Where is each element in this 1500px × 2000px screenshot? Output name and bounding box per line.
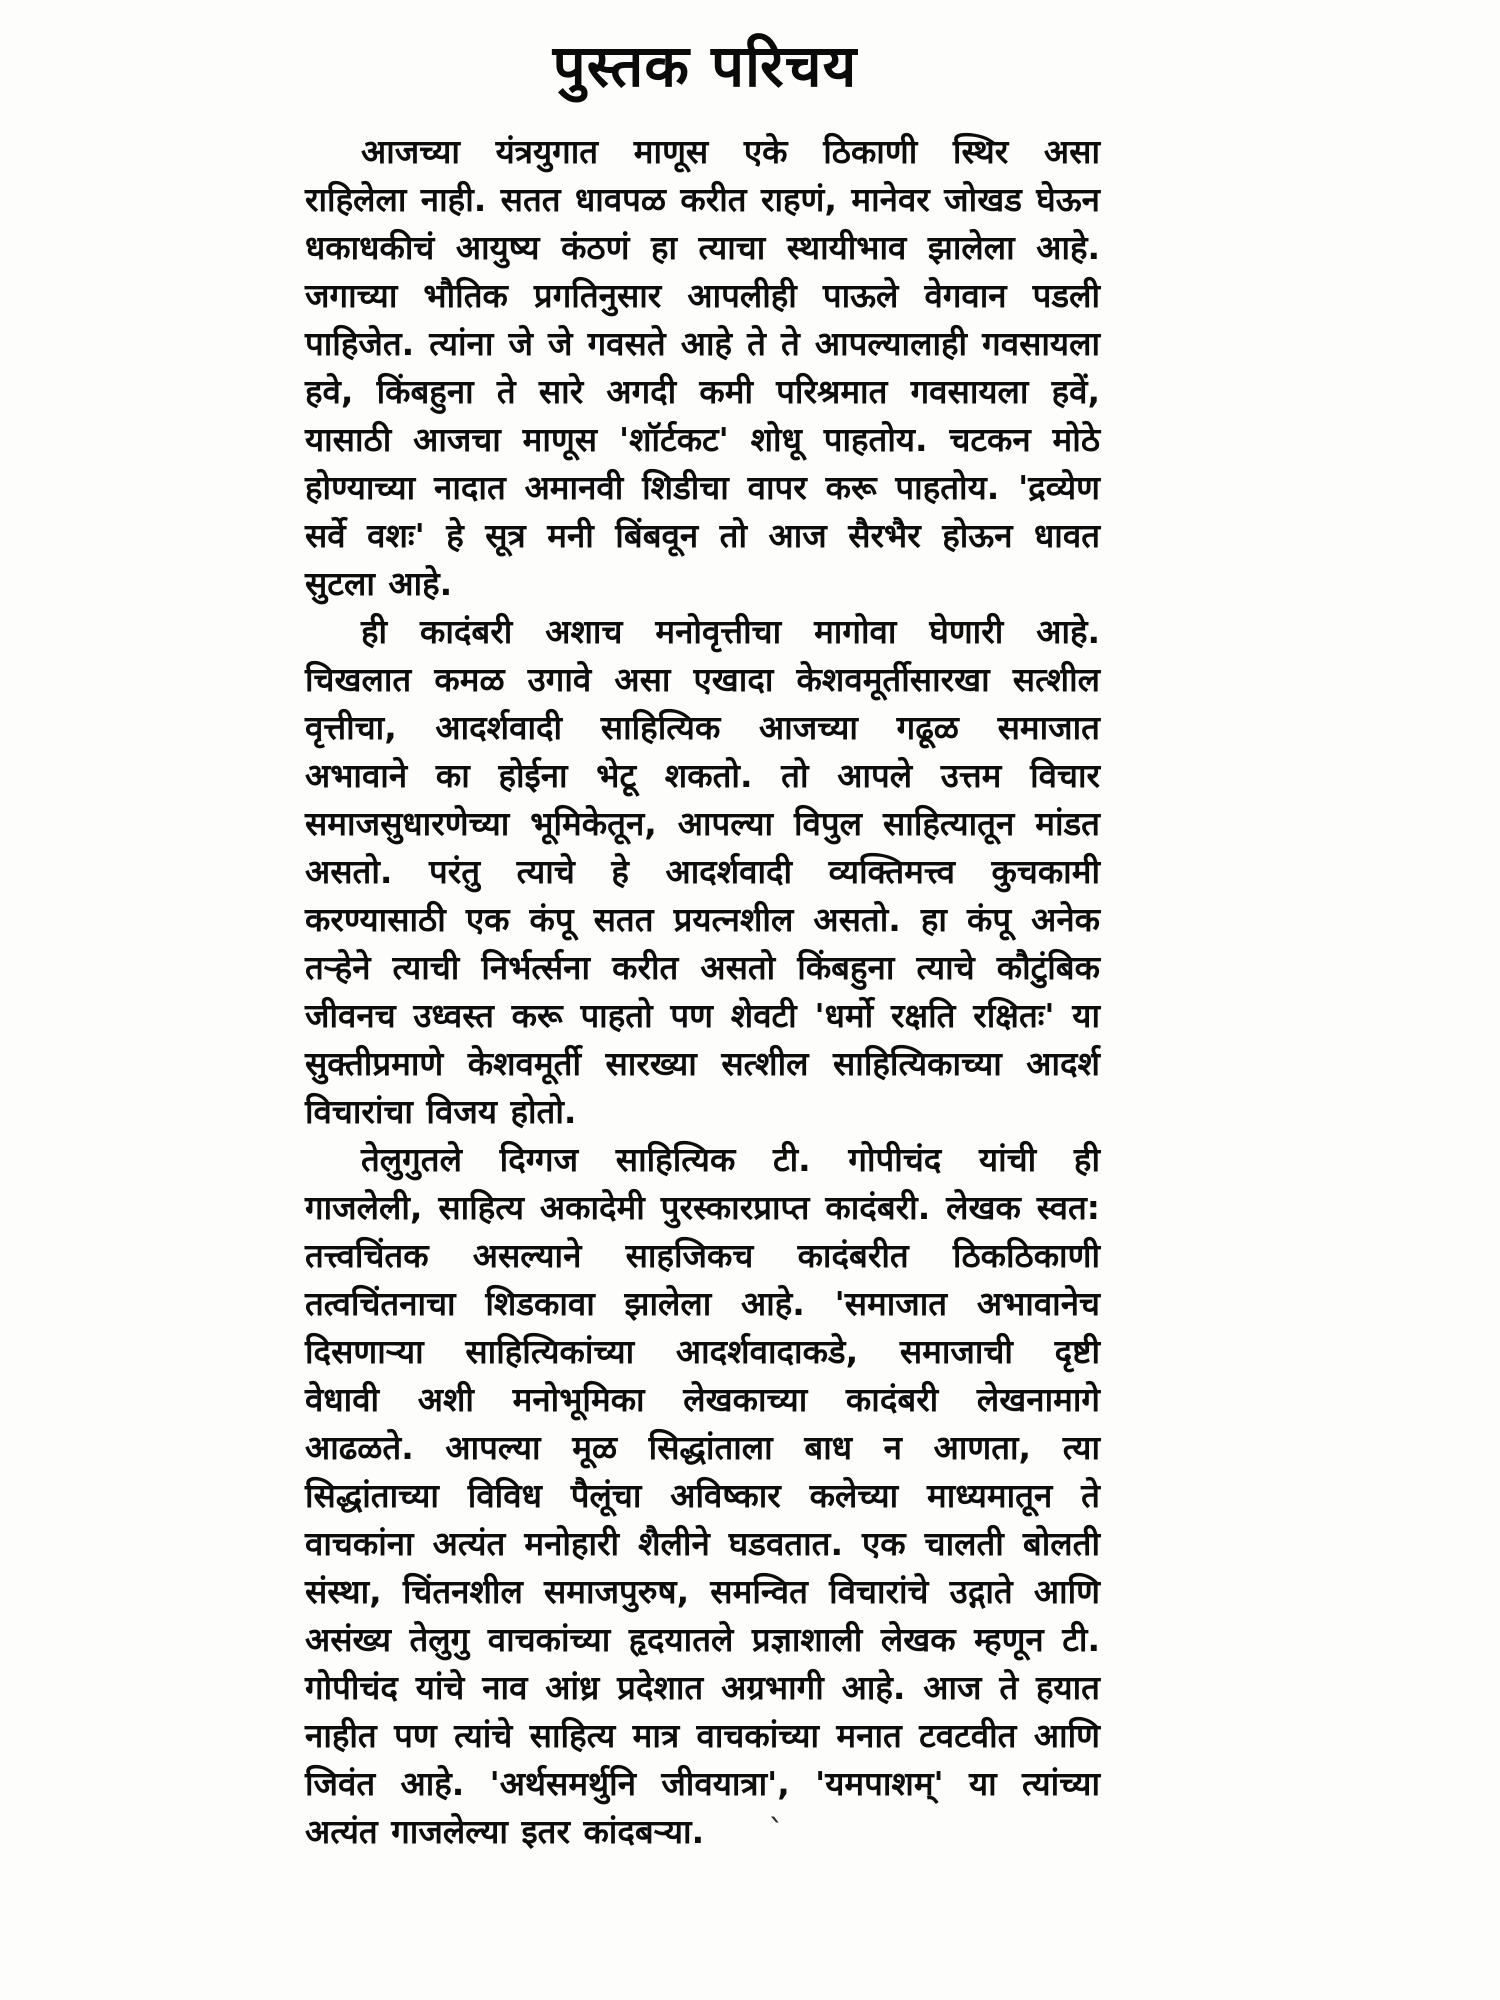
text-line: असतो. परंतु त्याचे हे आदर्शवादी व्यक्तिमत्त्व कुचकामी — [305, 852, 1100, 891]
text-body — [305, 128, 1100, 1856]
text-line: वृत्तीचा, आदर्शवादी साहित्यिक आजच्या गढूळ समाजात — [305, 708, 1100, 747]
text-line: जिवंत आहे. 'अर्थसमर्थुनि जीवयात्रा', 'यमपाशम्' या त्यांच्या — [305, 1764, 1100, 1803]
text-line: सिद्धांताच्या विविध पैलूंचा अविष्कार कलेच्या माध्यमातून ते — [305, 1476, 1100, 1515]
text-line: सर्वे वशः' हे सूत्र मनी बिंबवून तो आज सैरभैर होऊन धावत — [305, 516, 1100, 555]
paragraph — [305, 608, 1100, 1136]
text-line: गाजलेली, साहित्य अकादेमी पुरस्कारप्राप्त कादंबरी. लेखक स्वत: — [305, 1188, 1100, 1227]
text-line: राहिलेला नाही. सतत धावपळ करीत राहणं, मानेवर जोखड घेऊन — [305, 180, 1100, 219]
text-line: आजच्या यंत्रयुगात माणूस एके ठिकाणी स्थिर असा — [361, 132, 1100, 171]
text-line: करण्यासाठी एक कंपू सतत प्रयत्नशील असतो. हा कंपू अनेक — [305, 900, 1100, 939]
text-line: तेलुगुतले दिग्गज साहित्यिक टी. गोपीचंद यांची ही — [361, 1140, 1100, 1179]
text-line: तत्वचिंतनाचा शिडकावा झालेला आहे. 'समाजात अभावानेच — [305, 1284, 1100, 1323]
paragraph — [305, 1136, 1100, 1856]
text-line: वाचकांना अत्यंत मनोहारी शैलीने घडवतात. एक चालती बोलती — [305, 1524, 1100, 1563]
text-line: तऱ्हेने त्याची निर्भर्त्सना करीत असतो किंबहुना त्याचे कौटुंबिक — [305, 948, 1100, 987]
text-line: वेधावी अशी मनोभूमिका लेखकाच्या कादंबरी लेखनामागे — [305, 1380, 1100, 1419]
text-line: संस्था, चिंतनशील समाजपुरुष, समन्वित विचारांचे उद्गाते आणि — [305, 1572, 1100, 1611]
text-line: सुटला आहे. — [305, 564, 453, 603]
text-line: यासाठी आजचा माणूस 'शॉर्टकट' शोधू पाहतोय. चटकन मोठे — [305, 420, 1100, 459]
text-line: असंख्य तेलुगु वाचकांच्या हृदयातले प्रज्ञाशाली लेखक म्हणून टी. — [305, 1620, 1100, 1659]
text-line: तत्त्वचिंतक असल्याने साहजिकच कादंबरीत ठिकठिकाणी — [305, 1236, 1100, 1275]
text-line: ही कादंबरी अशाच मनोवृत्तीचा मागोवा घेणारी आहे. — [361, 612, 1100, 651]
text-line: चिखलात कमळ उगावे असा एखादा केशवमूर्तीसारखा सत्शील — [305, 660, 1100, 699]
text-line: समाजसुधारणेच्या भूमिकेतून, आपल्या विपुल साहित्यातून मांडत — [305, 804, 1100, 843]
paragraph — [305, 128, 1100, 608]
page-title: पुस्तक परिचय — [552, 32, 858, 100]
text-line: सुक्तीप्रमाणे केशवमूर्ती सारख्या सत्शील साहित्यिकाच्या आदर्श — [305, 1044, 1100, 1083]
text-line: नाहीत पण त्यांचे साहित्य मात्र वाचकांच्या मनात टवटवीत आणि — [305, 1716, 1100, 1755]
scan-artifact-mark: ` — [768, 1812, 785, 1851]
text-line: जगाच्या भौतिक प्रगतिनुसार आपलीही पाऊले वेगवान पडली — [305, 276, 1100, 315]
text-line: आढळते. आपल्या मूळ सिद्धांताला बाध न आणता, त्या — [305, 1428, 1100, 1467]
text-line: अत्यंत गाजलेल्या इतर कांदबऱ्या. ` — [305, 1808, 1100, 1856]
text-line: विचारांचा विजय होतो. — [305, 1092, 577, 1131]
text-line: होण्याच्या नादात अमानवी शिडीचा वापर करू पाहतोय. 'द्रव्येण — [305, 468, 1100, 507]
text-line: हवे, किंबहुना ते सारे अगदी कमी परिश्रमात गवसायला हवें, — [305, 372, 1100, 411]
text-line: दिसणाऱ्या साहित्यिकांच्या आदर्शवादाकडे, समाजाची दृष्टी — [305, 1332, 1100, 1371]
text-line: धकाधकीचं आयुष्य कंठणं हा त्याचा स्थायीभाव झालेला आहे. — [305, 228, 1100, 267]
text-line: पाहिजेत. त्यांना जे जे गवसते आहे ते ते आपल्यालाही गवसायला — [305, 324, 1100, 363]
text-line: गोपीचंद यांचे नाव आंध्र प्रदेशात अग्रभागी आहे. आज ते हयात — [305, 1668, 1100, 1707]
text-line: अभावाने का होईना भेटू शकतो. तो आपले उत्तम विचार — [305, 756, 1100, 795]
text-line: जीवनच उध्वस्त करू पाहतो पण शेवटी 'धर्मो रक्षति रक्षितः' या — [305, 996, 1100, 1035]
